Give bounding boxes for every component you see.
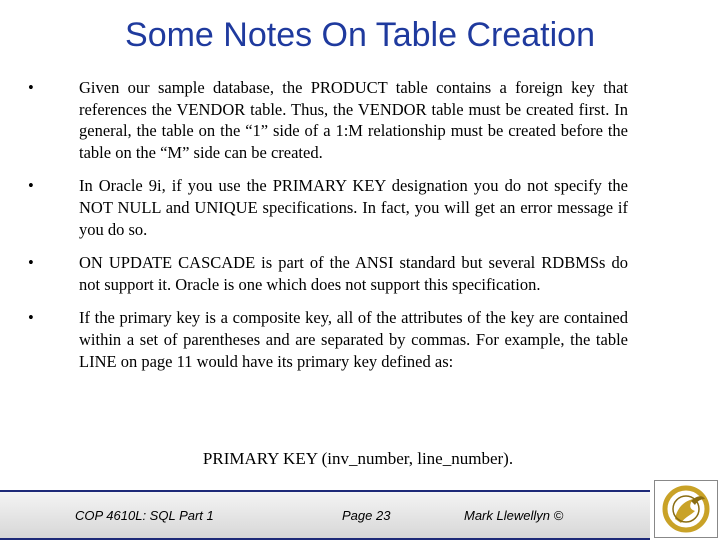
- bullet-text: Given our sample database, the PRODUCT table contains a foreign key that references the VENDOR table. Thus, the VENDOR table must be created first. In general, the table on the “1” side of a 1:M relationship must be created before the table on the “M” side can be created.: [79, 78, 628, 162]
- bullet-text: ON UPDATE CASCADE is part of the ANSI standard but several RDBMSs do not support it. Oracle is one which does not support this specification.: [79, 253, 628, 294]
- bullet-marker: •: [28, 176, 34, 196]
- pegasus-logo-icon: [655, 481, 717, 537]
- footer-course: COP 4610L: SQL Part 1: [75, 508, 214, 523]
- footer-page-number: Page 23: [342, 508, 391, 523]
- bullet-text: In Oracle 9i, if you use the PRIMARY KEY designation you do not specify the NOT NULL and UNIQUE specifications. In fact, you will get an error message if you do so.: [79, 176, 628, 239]
- bullet-marker: •: [28, 253, 34, 273]
- logo: [654, 480, 718, 538]
- bullet-item: [28, 175, 628, 240]
- bullet-item: [28, 307, 628, 372]
- primary-key-example: PRIMARY KEY (inv_number, line_number).: [202, 449, 514, 468]
- bullet-marker: •: [28, 78, 34, 97]
- bullet-marker: •: [28, 308, 34, 328]
- bullet-list: [28, 77, 628, 384]
- slide-title: Some Notes On Table Creation: [125, 16, 595, 54]
- bullet-item: [28, 77, 628, 163]
- bullet-item: [28, 252, 628, 295]
- footer-author: Mark Llewellyn ©: [464, 508, 564, 523]
- bullet-text: If the primary key is a composite key, all of the attributes of the key are contained within a set of parentheses and are separated by commas. For example, the table LINE on page 11 would have its primary key defined as:: [79, 308, 628, 371]
